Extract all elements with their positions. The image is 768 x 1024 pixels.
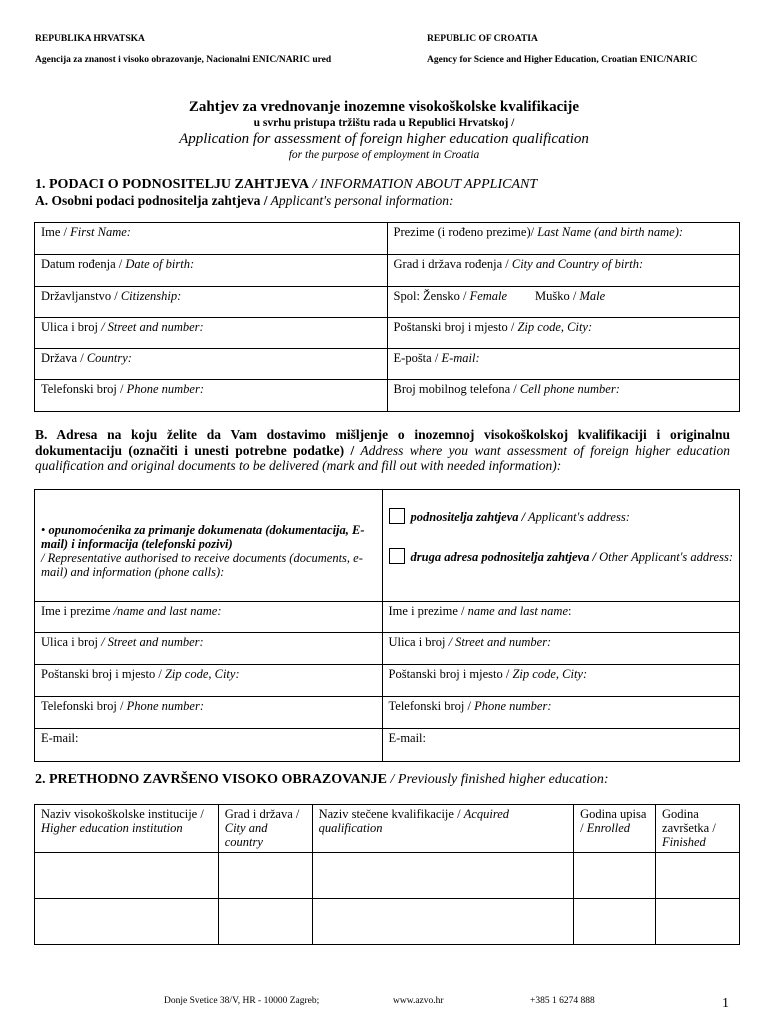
city-country-cell[interactable]	[218, 899, 312, 945]
addr-phone-field[interactable]: Telefonski broj / Phone number:	[382, 697, 739, 729]
qualification-cell[interactable]	[312, 853, 574, 899]
finished-cell[interactable]	[656, 853, 740, 899]
footer-phone: +385 1 6274 888	[530, 996, 595, 1006]
section1-heading: 1. PODACI O PODNOSITELJU ZAHTJEVA / INFORMATION ABOUT APPLICANT	[35, 177, 538, 192]
last-name-field[interactable]: Prezime (i rođeno prezime)/ Last Name (and birth name):	[387, 223, 739, 255]
country-field[interactable]: Država / Country:	[35, 349, 388, 380]
header-agency-hr: Agencija za znanost i visoko obrazovanje, Nacionalni ENIC/NARIC ured	[35, 55, 332, 65]
representative-desc: / Representative authorised to receive documents (documents, e-mail) and information (phone calls):	[41, 550, 363, 579]
other-address-option[interactable]: druga adresa podnositelja zahtjeva / Other Applicant's address:	[389, 548, 733, 564]
page-number: 1	[722, 996, 729, 1011]
institution-cell[interactable]	[35, 853, 219, 899]
finished-cell[interactable]	[656, 899, 740, 945]
section1-subheading: A. Osobni podaci podnositelja zahtjeva / Applicant's personal information:	[35, 193, 454, 208]
phone-field[interactable]: Telefonski broj / Phone number:	[35, 380, 388, 412]
header-agency-en: Agency for Science and Higher Education, Croatian ENIC/NARIC	[427, 55, 698, 65]
col-city-country: Grad i država / City and country	[218, 805, 312, 853]
addr-street-field[interactable]: Ulica i broj / Street and number:	[382, 633, 739, 665]
rep-zip-city-field[interactable]: Poštanski broj i mjesto / Zip code, City:	[35, 665, 383, 697]
rep-name-field[interactable]: Ime i prezime /name and last name:	[35, 602, 383, 633]
title-hr-sub: u svrhu pristupa tržištu rada u Republici Hrvatskoj /	[253, 117, 515, 129]
representative-option[interactable]	[35, 490, 383, 602]
enrolled-cell[interactable]	[574, 899, 656, 945]
cell-phone-field[interactable]: Broj mobilnog telefona / Cell phone number:	[387, 380, 739, 412]
education-table	[34, 804, 740, 945]
table-row	[35, 899, 740, 945]
email-field[interactable]: E-pošta / E-mail:	[387, 349, 739, 380]
header-country-en: REPUBLIC OF CROATIA	[427, 34, 538, 44]
table-row	[35, 853, 740, 899]
representative-label: opunomoćenika za primanje dokumenata (dokumentacija, E-mail) i informacija (telefonski pozivi)	[41, 522, 365, 551]
institution-cell[interactable]	[35, 899, 219, 945]
qualification-cell[interactable]	[312, 899, 574, 945]
rep-email-field[interactable]: E-mail:	[35, 729, 383, 762]
zip-city-field[interactable]: Poštanski broj i mjesto / Zip code, City:	[387, 318, 739, 349]
section2-heading: 2. PRETHODNO ZAVRŠENO VISOKO OBRAZOVANJE / Previously finished higher education:	[35, 772, 609, 787]
footer-web: www.azvo.hr	[393, 996, 444, 1006]
delivery-address-table	[34, 489, 740, 762]
col-finished: Godina završetka / Finished	[656, 805, 740, 853]
applicant-address-checkbox[interactable]	[389, 508, 405, 524]
col-institution: Naziv visokoškolske institucije / Higher education institution	[35, 805, 219, 853]
birth-place-field[interactable]: Grad i država rođenja / City and Country of birth:	[387, 255, 739, 287]
city-country-cell[interactable]	[218, 853, 312, 899]
addr-name-field[interactable]: Ime i prezime / name and last name:	[382, 602, 739, 633]
citizenship-field[interactable]: Državljanstvo / Citizenship:	[35, 287, 388, 318]
col-qualification: Naziv stečene kvalifikacije / Acquired qualification	[312, 805, 574, 853]
personal-info-table	[34, 222, 740, 412]
section-b-instructions: B. Adresa na koju želite da Vam dostavimo mišljenje o inozemnoj visokoškolskoj kvalifikaciji i originalnu dokumentaciju (označiti i unesti potrebne podatke) / Address where you want assessment of foreign higher education qualification and original documents to be delivered (mark and fill out with needed information):	[35, 427, 730, 473]
rep-street-field[interactable]: Ulica i broj / Street and number:	[35, 633, 383, 665]
bullet-icon: •	[41, 522, 46, 537]
addr-zip-city-field[interactable]: Poštanski broj i mjesto / Zip code, City:	[382, 665, 739, 697]
enrolled-cell[interactable]	[574, 853, 656, 899]
first-name-field[interactable]: Ime / First Name:	[35, 223, 388, 255]
footer-address: Donje Svetice 38/V, HR - 10000 Zagreb;	[164, 996, 320, 1006]
other-address-checkbox[interactable]	[389, 548, 405, 564]
title-hr: Zahtjev za vrednovanje inozemne visokoškolske kvalifikacije	[188, 99, 580, 115]
header-country-hr: REPUBLIKA HRVATSKA	[35, 34, 145, 44]
applicant-address-option[interactable]: podnositelja zahtjeva / Applicant's address:	[389, 508, 733, 524]
addr-email-field[interactable]: E-mail:	[382, 729, 739, 762]
date-of-birth-field[interactable]: Datum rođenja / Date of birth:	[35, 255, 388, 287]
street-field[interactable]: Ulica i broj / Street and number:	[35, 318, 388, 349]
gender-field[interactable]: Spol: Žensko / Female Muško / Male	[387, 287, 739, 318]
title-en: Application for assessment of foreign higher education qualification	[179, 131, 589, 147]
col-enrolled: Godina upisa / Enrolled	[574, 805, 656, 853]
title-en-sub: for the purpose of employment in Croatia	[288, 149, 480, 161]
rep-phone-field[interactable]: Telefonski broj / Phone number:	[35, 697, 383, 729]
